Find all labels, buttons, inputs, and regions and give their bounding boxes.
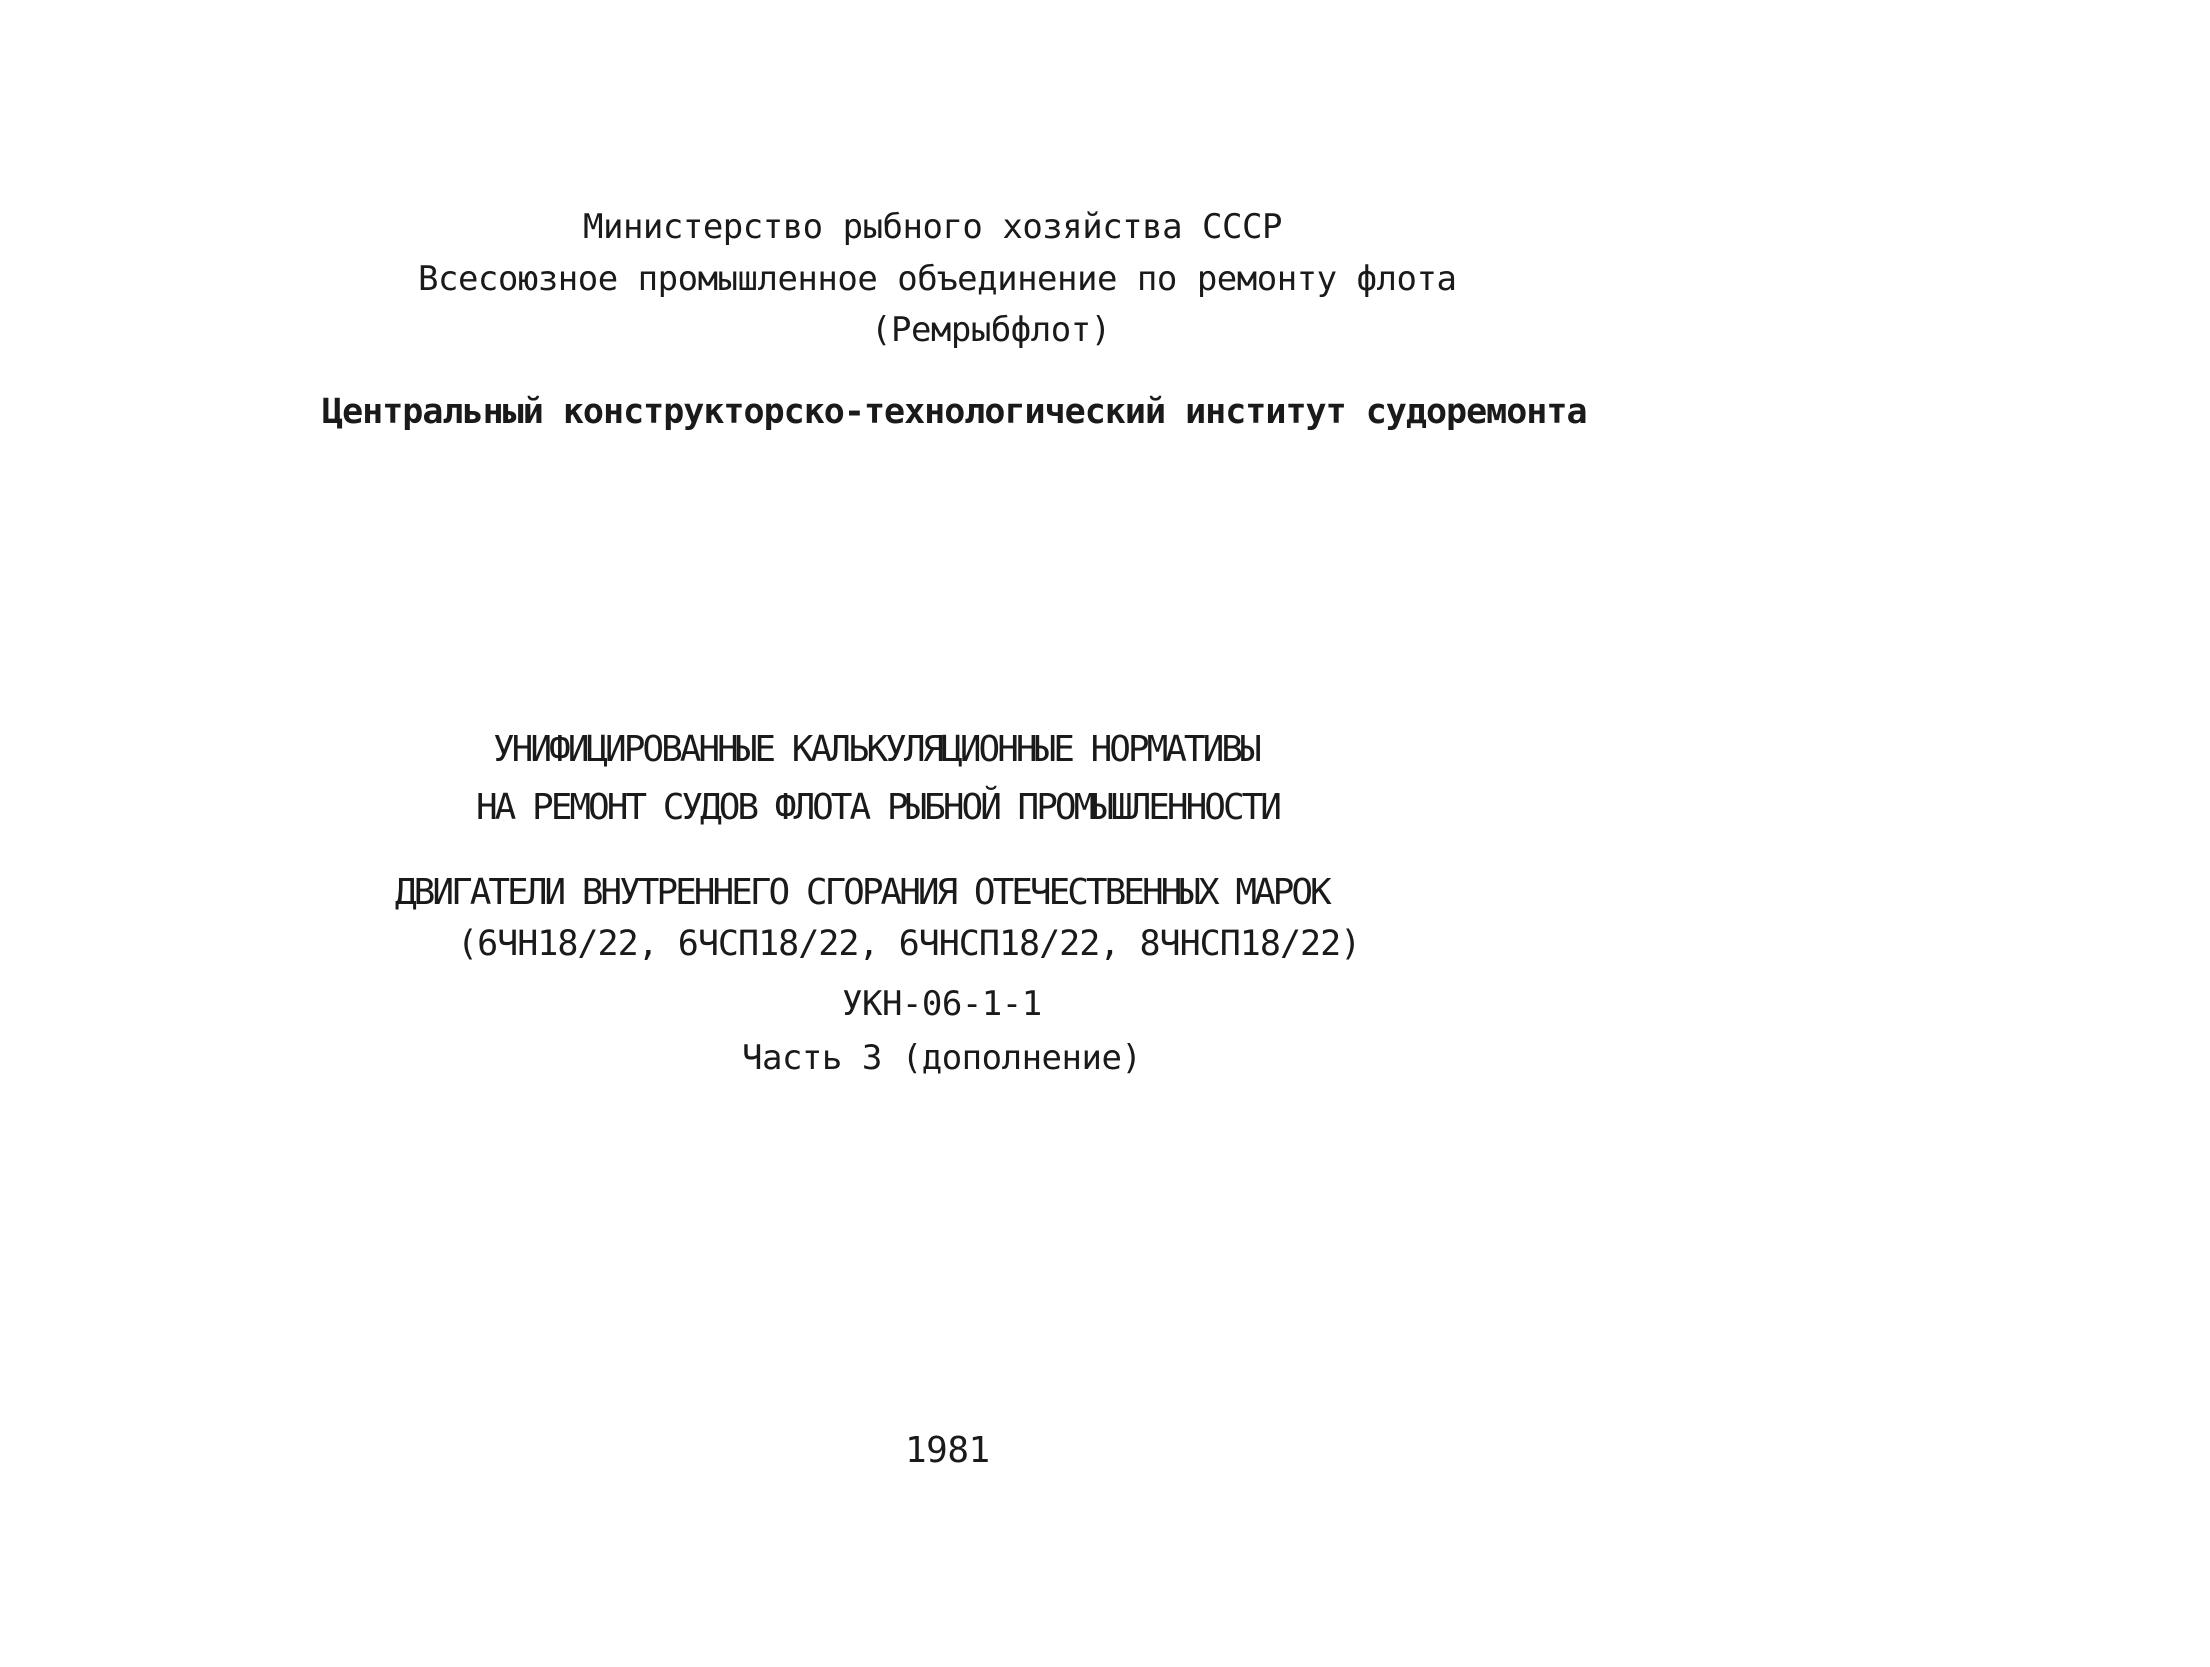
title-line-1: УНИФИЦИРОВАННЫЕ КАЛЬКУЛЯЦИОННЫЕ НОРМАТИВЫ: [493, 729, 1259, 770]
subtitle-engines: ДВИГАТЕЛИ ВНУТРЕННЕГО СГОРАНИЯ ОТЕЧЕСТВЕННЫХ МАРОК: [395, 872, 1329, 913]
title-line-2: НА РЕМОНТ СУДОВ ФЛОТА РЫБНОЙ ПРОМЫШЛЕННОСТИ: [476, 787, 1279, 828]
document-code: УКН-06-1-1: [842, 984, 1042, 1024]
ministry-name: Министерство рыбного хозяйства СССР: [583, 207, 1282, 247]
association-name: Всесоюзное промышленное объединение по ремонту флота: [418, 259, 1457, 299]
engine-models: (6ЧН18/22, 6ЧСП18/22, 6ЧНСП18/22, 8ЧНСП18/22): [457, 924, 1361, 964]
institute-name: Центральный конструкторско-технологический институт судоремонта: [322, 392, 1587, 432]
publication-year: 1981: [905, 1430, 990, 1471]
association-short-name: (Ремрыбфлот): [871, 310, 1111, 350]
document-part: Часть 3 (дополнение): [742, 1038, 1142, 1078]
